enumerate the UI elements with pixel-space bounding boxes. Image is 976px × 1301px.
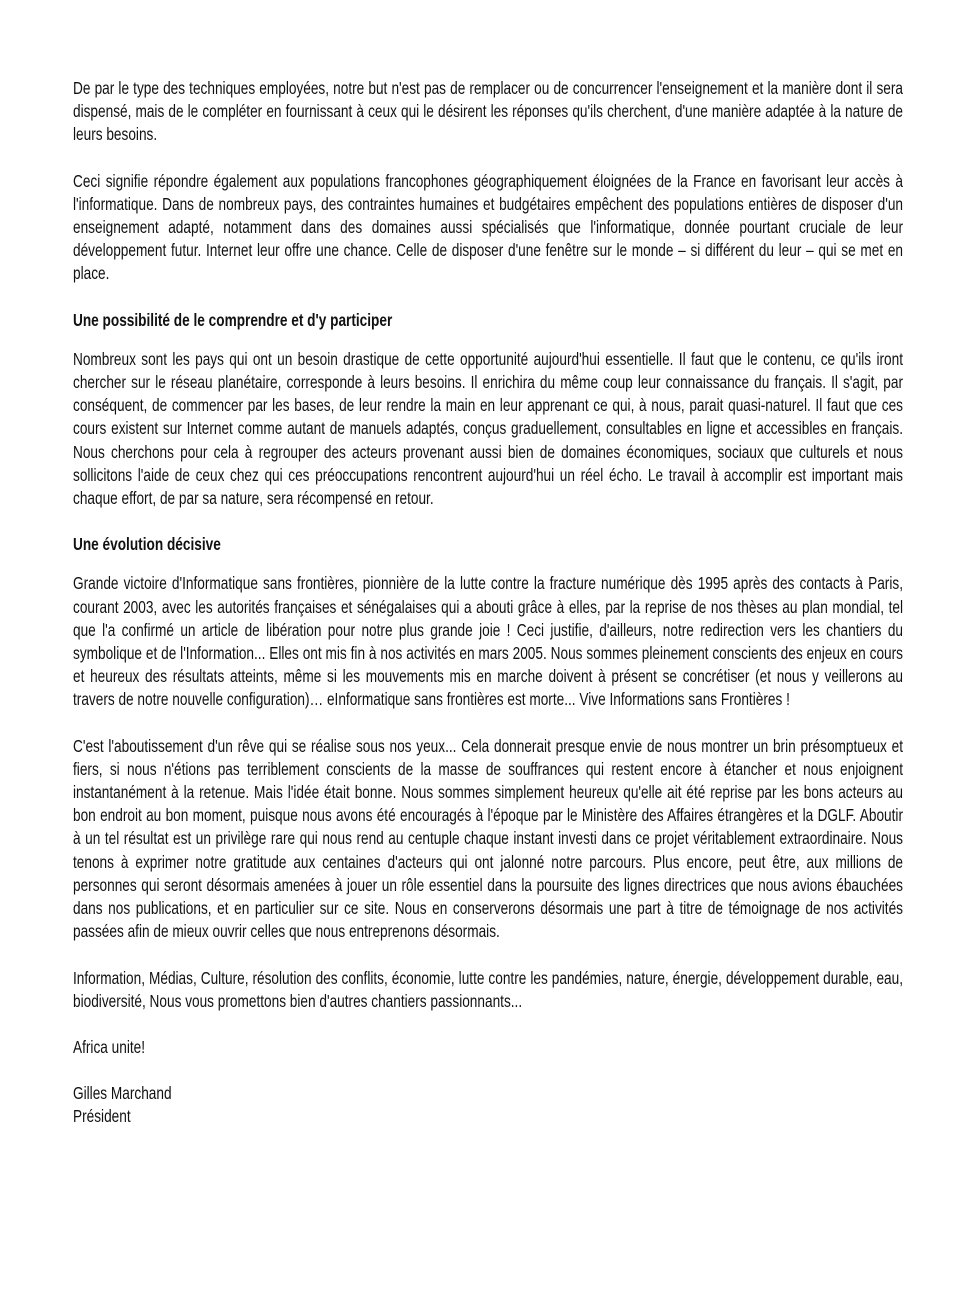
dream-paragraph: C'est l'aboutissement d'un rêve qui se réalise sous nos yeux... Cela donnerait presque envie de nous montrer un brin présomptueux et fiers, si nous n'étions pas terriblement conscients de la masse de souffrances qui restent encore à étancher et nous enjoignent instantanément à la retenue. Mais l'idée était bonne. Nous sommes simplement heureux qu'elle ait été reprise par les bons acteurs au bon endroit au bon moment, puisque nous avons été encouragés à l'époque par le Ministère des Affaires étrangères et la DGLF. Aboutir à un tel résultat est un privilège rare qui nous rend au centuple chaque instant investi dans ce projet véritablement extraordinaire. Nous tenons à exprimer notre gratitude aux centaines d'acteurs qui ont jalonné notre parcours. Plus encore, peut être, aux millions de personnes qui seront désormais amenées à jouer un rôle essentiel dans la poursuite des lignes directrices que nous avions ébauchées dans nos publications, et en particulier sur ce site. Nous en conserverons désormais une part à titre de témoignage de nos activités passées afin de mieux ouvrir celles que nous entreprenons désormais. <box>73 735 904 942</box>
projects-paragraph: Information, Médias, Culture, résolution des conflits, économie, lutte contre les pandémies, nature, énergie, développement durable, eau, biodiversité, Nous vous promettons bien d'autres chantiers passionnants... <box>73 967 904 1011</box>
section-heading-participation: Une possibilité de le comprendre et d'y participer <box>73 309 393 330</box>
section-heading-evolution: Une évolution décisive <box>73 534 221 555</box>
signature-block <box>73 1082 903 1128</box>
signature-name: Gilles Marchand <box>73 1083 172 1104</box>
access-paragraph: Ceci signifie répondre également aux populations francophones géographiquement éloignées de la France en favorisant leur accès à l'informatique. Dans de nombreux pays, des contraintes humaines et budgétaires empêchent des populations entières de disposer d'un enseignement adapté, notamment dans des domaines aussi spécialisés que l'informatique, donnée pourtant cruciale de leur développement futur. Internet leur offre une chance. Celle de disposer d'une fenêtre sur le monde – si différent du leur – qui se met en place. <box>73 170 904 284</box>
intro-paragraph: De par le type des techniques employées, notre but n'est pas de remplacer ou de concurrencer l'enseignement et la manière dont il sera dispensé, mais de le compléter en fournissant à ceux qui le désirent les réponses qu'ils cherchent, d'une manière adaptée à la nature de leurs besoins. <box>73 78 904 145</box>
participation-paragraph: Nombreux sont les pays qui ont un besoin drastique de cette opportunité aujourd'hui essentielle. Il faut que le contenu, ce qu'ils iront chercher sur le réseau planétaire, corresponde à leurs besoins. Il enrichira du même coup leur connaissance du français. Il s'agit, par conséquent, de commencer par les bases, de leur rendre la main en leur apprenant ce qui, à nous, parait quasi-naturel. Il faut que ces cours existent sur Internet comme autant de manuels adaptés, conçus graduellement, consultables en ligne et accessibles en français. Nous cherchons pour cela à regrouper des acteurs provenant aussi bien de domaines économiques, sociaux que culturels et nous sollicitons l'aide de ceux chez qui ces préoccupations rencontrent aujourd'hui un réel écho. Le travail à accomplir est important mais chaque effort, de par sa nature, sera récompensé en retour. <box>73 348 904 509</box>
signature-title: Président <box>73 1106 131 1127</box>
document-page <box>73 77 903 1129</box>
closing-line: Africa unite! <box>73 1036 146 1057</box>
victory-paragraph: Grande victoire d'Informatique sans frontières, pionnière de la lutte contre la fracture numérique dès 1995 après des contacts à Paris, courant 2003, avec les autorités françaises et sénégalaises qui a abouti grâce à elles, par la reprise de nos thèses au plan mondial, tel que l'a confirmé un article de libération pour notre plus grande joie ! Ceci justifie, d'ailleurs, notre redirection vers les chantiers du symbolique et de l'Information... Elles ont mis fin à nos activités en mars 2005. Nous sommes pleinement conscients des enjeux en cours et heureux des résultats atteints, même si les mouvements mis en marche doivent à présent se concrétiser (et nous y veillerons au travers de notre nouvelle configuration)… eInformatique sans frontières est morte... Vive Informations sans Frontières ! <box>73 573 904 710</box>
